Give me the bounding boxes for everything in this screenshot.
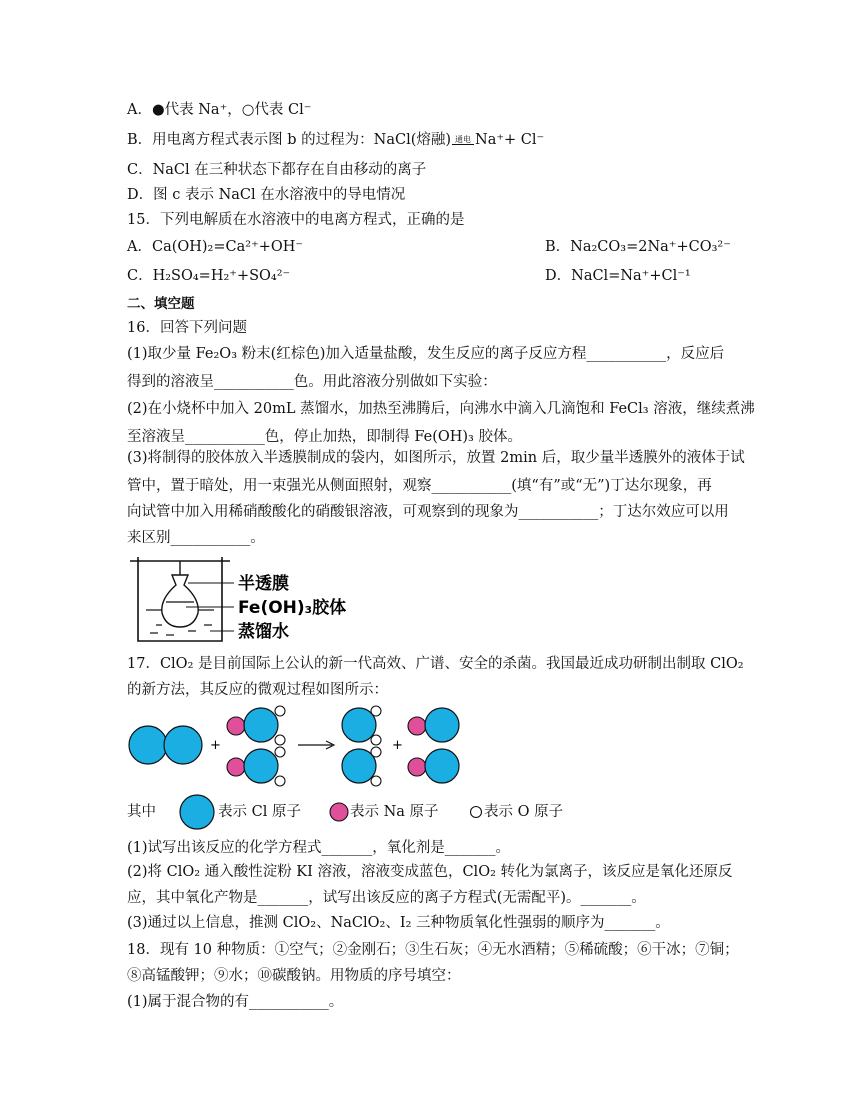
legend-o-label: 表示 O 原子 — [484, 804, 564, 820]
q14-option-b-suffix: Na⁺+ Cl⁻ — [475, 132, 545, 148]
electrolysis-arrow — [452, 135, 474, 146]
q17-p2-line1: (2)将 ClO₂ 通入酸性淀粉 KI 溶液，溶液变成蓝色，ClO₂ 转化为氯离子，该反应是氧化还原反 — [127, 864, 733, 880]
beaker-figure — [126, 555, 366, 647]
q16-p1-line2: 得到的溶液呈___________色。用此溶液分别做如下实验： — [127, 374, 497, 390]
q16-p3-line3: 向试管中加入用稀硝酸酸化的硝酸银溶液，可观察到的现象为___________；丁达尔效应可以用 — [127, 504, 729, 520]
q14-option-c: C．NaCl 在三种状态下都存在自由移动的离子 — [127, 162, 427, 178]
q16-p3-line2: 管中，置于暗处，用一束强光从侧面照射，观察___________(填“有”或“无”)丁达尔现象，再 — [127, 478, 712, 494]
q15-option-b: B．Na₂CO₃=2Na⁺+CO₃²⁻ — [545, 239, 731, 255]
reaction-arrow — [298, 741, 334, 749]
q15-stem: 15．下列电解质在水溶液中的电离方程式，正确的是 — [127, 212, 465, 228]
q18-p1: (1)属于混合物的有___________。 — [127, 994, 344, 1010]
section-heading: 二、填空题 — [127, 296, 195, 312]
q16-p2-line1: (2)在小烧杯中加入 20mL 蒸馏水，加热至沸腾后，向沸水中滴入几滴饱和 FeCl₃ 溶液，继续煮沸 — [127, 401, 755, 417]
q16-p3-line4: 来区别___________。 — [127, 530, 265, 546]
clo2-molecule-upper — [342, 706, 381, 745]
q16-p1-line1: (1)取少量 Fe₂O₃ 粉末(红棕色)加入适量盐酸，发生反应的离子反应方程___________，反应后 — [127, 346, 725, 362]
q17-stem-line2: 的新方法，其反应的微观过程如图所示： — [127, 682, 388, 698]
q16-stem: 16．回答下列问题 — [127, 320, 247, 336]
legend-cl-swatch — [178, 793, 218, 831]
q17-p2-line2: 应，其中氧化产物是_______，试写出该反应的离子方程式(无需配平)。_______。 — [127, 890, 646, 906]
reaction-diagram — [120, 700, 480, 790]
q15-option-d: D．NaCl=Na⁺+Cl⁻¹ — [545, 268, 691, 284]
q14-option-b — [127, 130, 544, 150]
q15-option-a: A．Ca(OH)₂=Ca²⁺+OH⁻ — [127, 239, 304, 255]
q15-row-2 — [127, 266, 691, 286]
q16-p3-line1: (3)将制得的胶体放入半透膜制成的袋内，如图所示，放置 2min 后，取少量半透膜外的液体于试 — [127, 450, 745, 466]
label-water: 蒸馏水 — [238, 622, 289, 642]
q15-option-c: C．H₂SO₄=H₂⁺+SO₄²⁻ — [127, 268, 291, 284]
legend-o-swatch — [469, 805, 483, 819]
nacl-molecule-lower — [408, 749, 459, 783]
q14-option-b-prefix: B．用电离方程式表示图 b 的过程为：NaCl(熔融) — [127, 132, 452, 148]
q15-row-1 — [127, 237, 731, 257]
q17-p1: (1)试写出该反应的化学方程式_______，氧化剂是_______。 — [127, 840, 511, 856]
q14-option-a: A．●代表 Na⁺，○代表 Cl⁻ — [127, 102, 312, 118]
q18-stem-line1: 18．现有 10 种物质：①空气；②金刚石；③生石灰；④无水酒精；⑤稀硫酸；⑥干冰；⑦铜； — [127, 942, 739, 958]
q16-p2-line2: 至溶液呈___________色，停止加热，即制得 Fe(OH)₃ 胶体。 — [127, 429, 522, 445]
label-colloid: Fe(OH)₃胶体 — [238, 598, 347, 618]
naclo2-molecule-upper — [227, 706, 285, 745]
legend-na-label: 表示 Na 原子 — [350, 804, 439, 820]
naclo2-molecule-lower — [227, 747, 285, 786]
legend-na-swatch — [328, 801, 350, 823]
q18-stem-line2: ⑧高锰酸钾；⑨水；⑩碳酸钠。用物质的序号填空： — [127, 968, 461, 984]
legend-prefix: 其中 — [127, 804, 156, 820]
q14-option-d: D．图 c 表示 NaCl 在水溶液中的导电情况 — [127, 187, 406, 203]
arrow-label: 通电 — [455, 134, 472, 144]
plus-sign-1: + — [210, 738, 221, 753]
q17-p3: (3)通过以上信息，推测 ClO₂、NaClO₂、I₂ 三种物质氧化性强弱的顺序为_______。 — [127, 915, 670, 931]
clo2-molecule-lower — [342, 747, 381, 786]
q17-stem-line1: 17．ClO₂ 是目前国际上公认的新一代高效、广谱、安全的杀菌。我国最近成功研制出制取 ClO₂ — [127, 656, 744, 672]
legend-cl-label: 表示 Cl 原子 — [218, 804, 301, 820]
nacl-molecule-upper — [408, 708, 459, 742]
plus-sign-2: + — [392, 738, 403, 753]
cl2-molecule — [129, 726, 202, 764]
label-membrane: 半透膜 — [238, 574, 289, 594]
